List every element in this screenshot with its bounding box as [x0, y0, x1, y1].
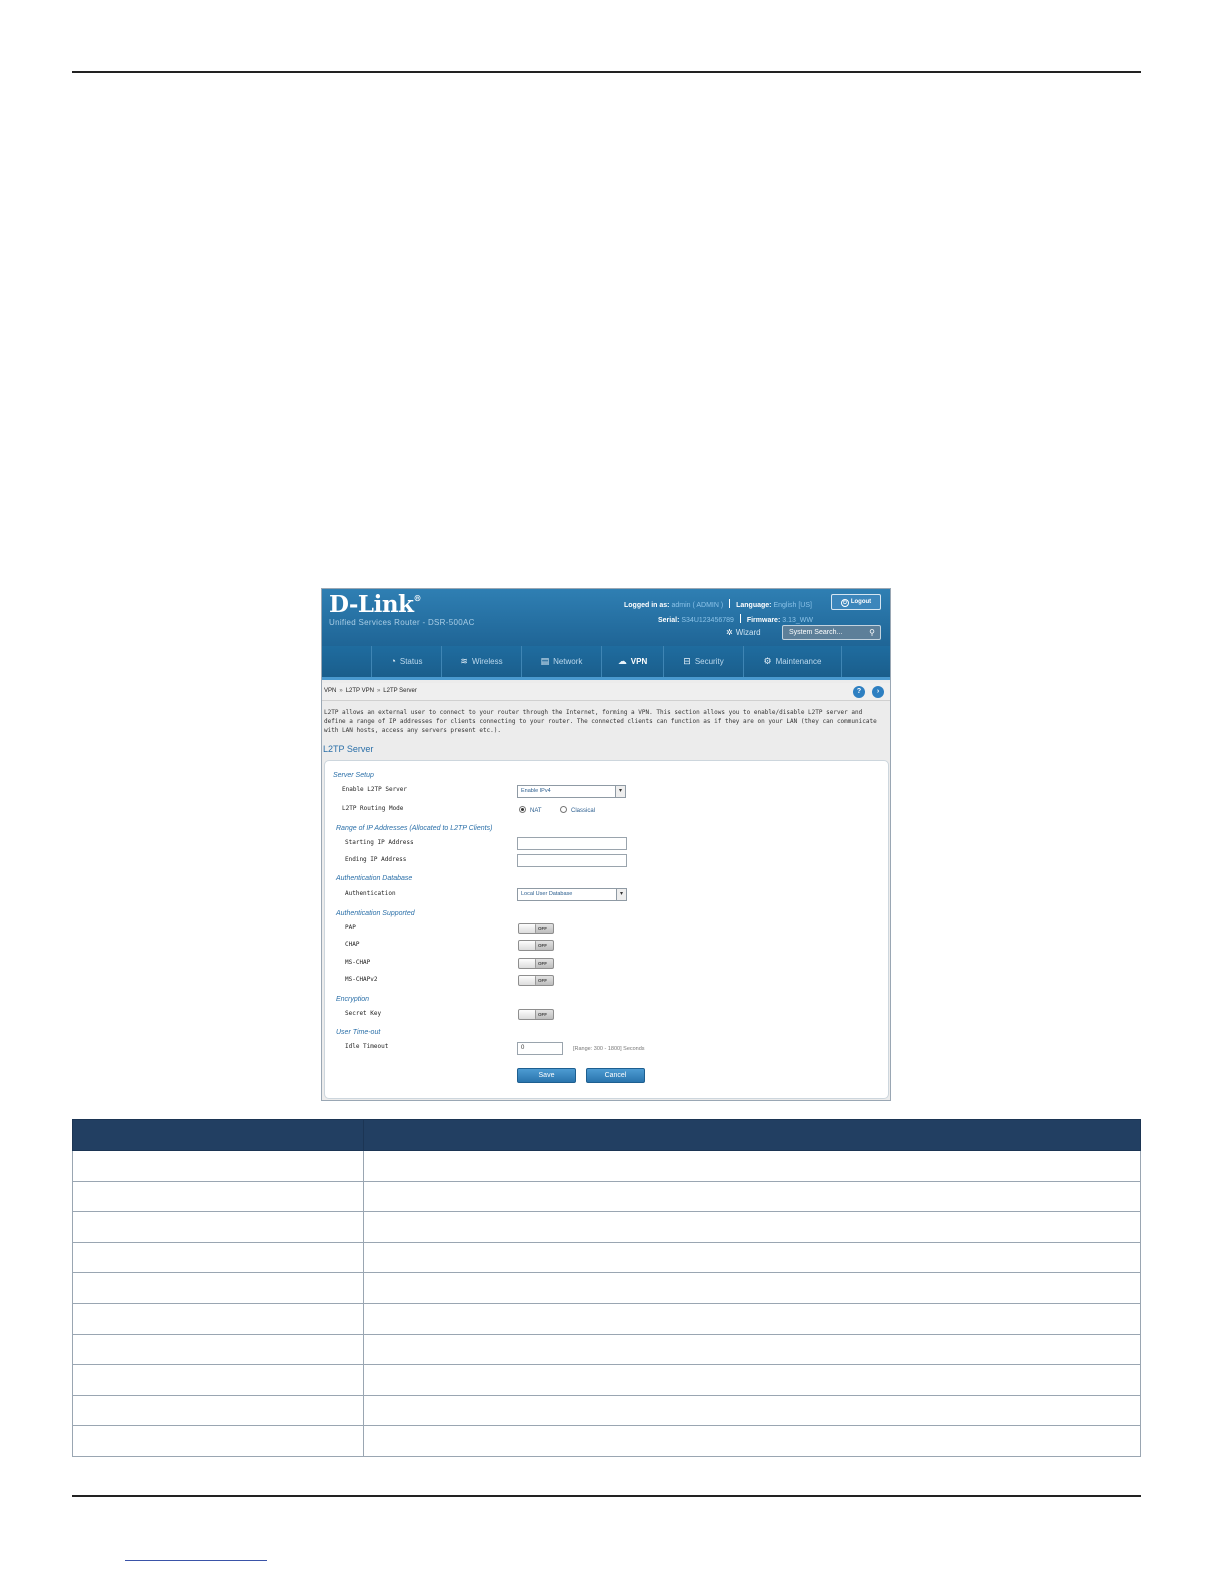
ending-ip-label: Ending IP Address	[345, 856, 407, 863]
table-cell	[73, 1242, 364, 1273]
save-button[interactable]: Save	[517, 1068, 576, 1083]
table-cell	[364, 1426, 1141, 1457]
auth-supported-heading: Authentication Supported	[336, 910, 415, 917]
wizard-link[interactable]: ✲ Wizard	[726, 628, 761, 637]
dlink-logo: D-Link®	[329, 591, 421, 618]
forward-icon[interactable]: ›	[872, 686, 884, 698]
footer-rule	[72, 1495, 1141, 1497]
table-cell	[73, 1426, 364, 1457]
table-header-cell	[364, 1120, 1141, 1151]
lock-icon: ⊟	[683, 656, 691, 666]
ms-chap-label: MS-CHAP	[345, 959, 371, 966]
starting-ip-input[interactable]	[517, 837, 627, 850]
encryption-heading: Encryption	[336, 996, 370, 1003]
header-rule	[72, 71, 1141, 73]
table-cell	[73, 1273, 364, 1304]
table-row	[73, 1151, 1141, 1182]
session-info: Logged in as: admin ( ADMIN ) Language: English [US]	[624, 599, 812, 609]
language-selector[interactable]: English [US]	[773, 602, 812, 609]
table-cell	[73, 1365, 364, 1396]
authentication-label: Authentication	[345, 890, 396, 897]
secret-key-toggle[interactable]: OFF	[518, 1009, 554, 1020]
idle-timeout-input[interactable]: 0	[517, 1042, 563, 1055]
cancel-button[interactable]: Cancel	[586, 1068, 645, 1083]
breadcrumb-l2tp-server: L2TP Server	[383, 688, 417, 694]
table-cell	[73, 1151, 364, 1182]
table-row	[73, 1181, 1141, 1212]
logout-button[interactable]: ⏻ Logout	[831, 594, 881, 610]
table-cell	[73, 1395, 364, 1426]
help-icon[interactable]: ?	[853, 686, 865, 698]
parameter-table	[72, 1119, 1141, 1457]
table-cell	[364, 1212, 1141, 1243]
authentication-select[interactable]: Local User Database ▾	[517, 888, 627, 901]
table-cell	[73, 1303, 364, 1334]
table-cell	[364, 1365, 1141, 1396]
chap-label: CHAP	[345, 941, 360, 948]
cloud-lock-icon: ☁	[617, 656, 627, 666]
system-search-input[interactable]: System Search... ⚲	[782, 625, 881, 640]
table-row	[73, 1395, 1141, 1426]
table-cell	[364, 1242, 1141, 1273]
table-header-row	[73, 1120, 1141, 1151]
nav-security[interactable]: ⊟ Security	[664, 646, 744, 677]
wifi-icon: ≋	[460, 656, 468, 666]
dashboard-icon: ◔	[390, 656, 396, 666]
product-subtitle: Unified Services Router - DSR-500AC	[329, 618, 475, 627]
table-cell	[73, 1334, 364, 1365]
secret-key-label: Secret Key	[345, 1010, 382, 1017]
table-row	[73, 1334, 1141, 1365]
starting-ip-label: Starting IP Address	[345, 839, 414, 846]
routing-classical-radio[interactable]: Classical	[560, 806, 595, 814]
table-cell	[364, 1151, 1141, 1182]
search-icon: ⚲	[869, 628, 875, 637]
page-description: L2TP allows an external user to connect to your router through the Internet, forming a VPN. This section allows you to enable/disable L2TP server and define a range of IP addresses for clients connecting to your router. The connected clients can function as if they are on your LAN (they can communicate with LAN hosts, access any servers present etc.).	[324, 709, 877, 734]
ip-range-heading: Range of IP Addresses (Allocated to L2TP Clients)	[336, 825, 493, 832]
breadcrumb-vpn[interactable]: VPN	[324, 688, 337, 694]
table-header-cell	[73, 1120, 364, 1151]
ms-chap-toggle[interactable]: OFF	[518, 958, 554, 969]
server-setup-heading: Server Setup	[333, 772, 374, 779]
chevron-down-icon: ▾	[615, 786, 625, 797]
chap-toggle[interactable]: OFF	[518, 940, 554, 951]
user-timeout-heading: User Time-out	[336, 1029, 381, 1036]
nav-wireless[interactable]: ≋ Wireless	[442, 646, 522, 677]
table-row	[73, 1426, 1141, 1457]
breadcrumb-l2tp-vpn[interactable]: L2TP VPN	[345, 688, 374, 694]
table-cell	[364, 1334, 1141, 1365]
enable-l2tp-label: Enable L2TP Server	[342, 786, 408, 793]
table-row	[73, 1242, 1141, 1273]
table-cell	[73, 1212, 364, 1243]
table-cell	[364, 1303, 1141, 1334]
ms-chapv2-label: MS-CHAPv2	[345, 976, 378, 983]
table-row	[73, 1365, 1141, 1396]
enable-l2tp-select[interactable]: Enable IPv4 ▾	[517, 785, 626, 798]
nav-vpn[interactable]: ☁ VPN	[602, 646, 664, 677]
router-header	[322, 589, 890, 646]
main-nav	[322, 646, 890, 680]
table-cell	[364, 1181, 1141, 1212]
wand-icon: ✲	[726, 628, 733, 637]
logged-in-user: admin ( ADMIN )	[671, 602, 724, 609]
nav-network[interactable]: ▤ Network	[522, 646, 602, 677]
l2tp-form-panel	[324, 760, 889, 1099]
chevron-down-icon: ▾	[616, 889, 626, 900]
table-cell	[73, 1181, 364, 1212]
nav-maintenance[interactable]: ⚙ Maintenance	[744, 646, 842, 677]
table-cell	[364, 1395, 1141, 1426]
pap-label: PAP	[345, 924, 356, 931]
auth-database-heading: Authentication Database	[336, 875, 413, 882]
table-row	[73, 1212, 1141, 1243]
table-row	[73, 1303, 1141, 1334]
power-icon: ⏻	[841, 599, 849, 607]
device-info: Serial: S34U123456789 Firmware: 3.13_WW	[658, 614, 813, 624]
footer-link[interactable]	[125, 1552, 267, 1561]
router-screenshot	[321, 588, 891, 1101]
ending-ip-input[interactable]	[517, 854, 627, 867]
nav-status[interactable]: ◔ Status	[371, 646, 442, 677]
idle-timeout-hint: [Range: 300 - 1800] Seconds	[573, 1046, 645, 1052]
idle-timeout-label: Idle Timeout	[345, 1043, 389, 1050]
gears-icon: ⚙	[763, 656, 772, 666]
ms-chapv2-toggle[interactable]: OFF	[518, 975, 554, 986]
routing-mode-label: L2TP Routing Mode	[342, 805, 404, 812]
table-cell	[364, 1273, 1141, 1304]
table-body	[73, 1151, 1141, 1457]
page-title: L2TP Server	[323, 744, 374, 754]
table-row	[73, 1273, 1141, 1304]
network-icon: ▤	[540, 656, 550, 666]
breadcrumb: VPN » L2TP VPN » L2TP Server ? ›	[322, 683, 890, 701]
pap-toggle[interactable]: OFF	[518, 923, 554, 934]
routing-nat-radio[interactable]: NAT	[519, 806, 542, 814]
